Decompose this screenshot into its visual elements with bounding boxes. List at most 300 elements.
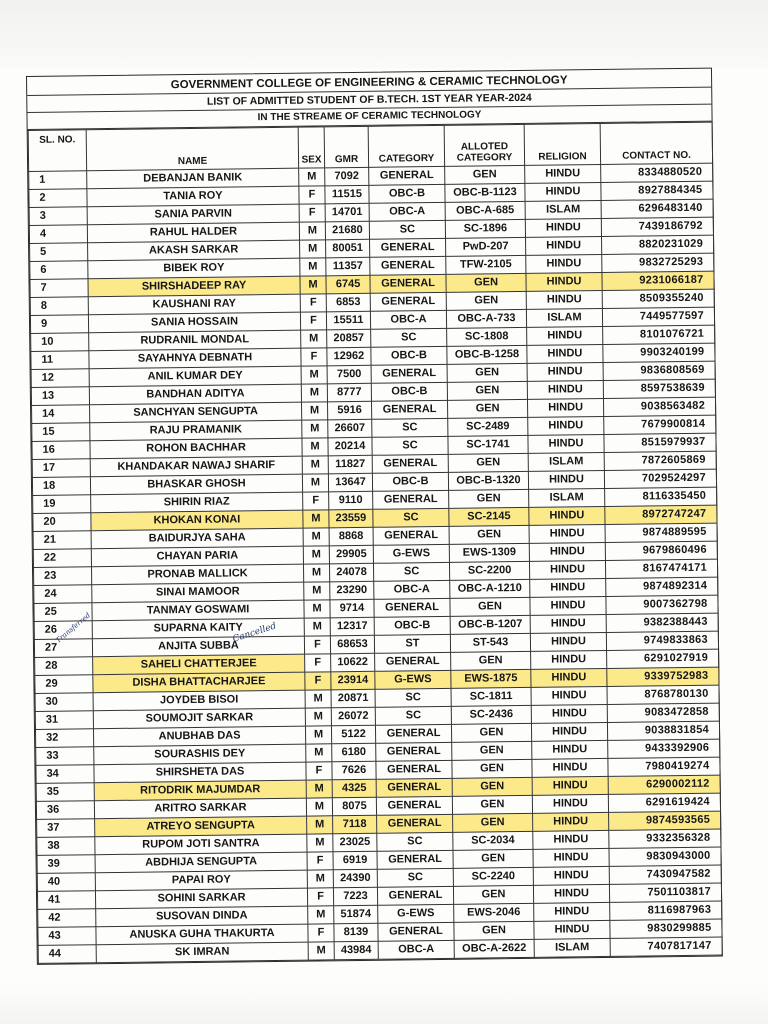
cell-name: KHANDAKAR NAWAJ SHARIF [90, 456, 302, 477]
cell-category: GENERAL [370, 274, 446, 293]
cell-sex: F [305, 654, 331, 672]
cell-alloted: GEN [447, 363, 527, 382]
cell-religion: HINDU [531, 686, 607, 705]
cell-religion: HINDU [531, 704, 607, 723]
cell-category: OBC-A [374, 580, 450, 599]
cell-gmr: 26072 [331, 707, 375, 726]
cell-contact: 8509355240 [602, 289, 714, 308]
cell-category: GENERAL [373, 490, 449, 509]
cell-gmr: 12962 [327, 347, 371, 366]
cell-sex: F [308, 924, 334, 942]
cell-sex: M [301, 330, 327, 348]
cell-name: SINAI MAMOOR [92, 582, 304, 603]
cell-contact: 9830943000 [609, 847, 721, 866]
cell-alloted: OBC-B-1320 [448, 471, 528, 490]
cell-religion: HINDU [530, 614, 606, 633]
cell-category: SC [373, 562, 449, 581]
cell-sex: F [306, 762, 332, 780]
cell-religion: HINDU [526, 272, 602, 291]
cell-contact: 7872605869 [604, 451, 716, 470]
cell-name: ABDHIJA SENGUPTA [95, 852, 307, 873]
cell-sl: 1 [29, 171, 87, 190]
cell-gmr: 5916 [328, 401, 372, 420]
students-table [28, 122, 723, 964]
cell-name: SANIA HOSSAIN [88, 312, 300, 333]
cell-contact: 8515979937 [604, 433, 716, 452]
cell-sex: M [307, 834, 333, 852]
cell-gmr: 51874 [334, 905, 378, 924]
cell-gmr: 4325 [332, 779, 376, 798]
cell-name: TANMAY GOSWAMI [92, 600, 304, 621]
cell-name: BHASKAR GHOSH [90, 474, 302, 495]
cell-religion: HINDU [527, 398, 603, 417]
cell-sl: 32 [35, 729, 93, 748]
cell-name: SANCHYAN SENGUPTA [90, 402, 302, 423]
cell-sl: 4 [29, 225, 87, 244]
cell-gmr: 23559 [329, 509, 373, 528]
cell-name: RAJU PRAMANIK [90, 420, 302, 441]
cell-sl: 24 [34, 585, 92, 604]
cell-sl: 15 [32, 423, 90, 442]
cell-alloted: GEN [446, 291, 526, 310]
cell-religion: ISLAM [529, 488, 605, 507]
cell-alloted: GEN [448, 453, 528, 472]
transfer-note: Transferred [54, 611, 92, 645]
cell-religion: HINDU [525, 182, 601, 201]
cell-gmr: 6853 [326, 293, 370, 312]
cell-alloted: OBC-A-1210 [450, 579, 530, 598]
cell-religion: HINDU [529, 524, 605, 543]
cell-sl: 37 [37, 819, 95, 838]
cell-gmr: 26607 [328, 419, 372, 438]
cell-sl: 27 [34, 639, 92, 658]
cell-alloted: GEN [447, 381, 527, 400]
cell-name: DEBANJAN BANIK [87, 168, 299, 189]
cell-sex: F [300, 312, 326, 330]
cell-gmr: 6745 [326, 275, 370, 294]
cell-name: ROHON BACHHAR [90, 438, 302, 459]
cell-sl: 5 [30, 243, 88, 262]
cell-alloted: EWS-2046 [454, 903, 534, 922]
cell-gmr: 7500 [327, 365, 371, 384]
cell-gmr: 14701 [325, 203, 369, 222]
cell-sl: 26 [34, 621, 92, 640]
cell-gmr: 23914 [331, 671, 375, 690]
cell-name: ATREYO SENGUPTA [95, 816, 307, 837]
cell-contact: 7430947582 [609, 865, 721, 884]
cell-sl: 21 [33, 531, 91, 550]
cell-name: BIBEK ROY [88, 258, 300, 279]
cell-contact: 9832725293 [602, 253, 714, 272]
cell-alloted: OBC-A-2622 [454, 939, 534, 958]
cell-contact: 9339752983 [607, 667, 719, 686]
cell-gmr: 7626 [332, 761, 376, 780]
cell-contact: 9332356328 [609, 829, 721, 848]
cell-gmr: 20214 [328, 437, 372, 456]
cell-sl: 30 [35, 693, 93, 712]
cell-religion: HINDU [533, 884, 609, 903]
cell-contact: 9038831854 [607, 721, 719, 740]
cell-religion: ISLAM [525, 200, 601, 219]
cell-name: ANUBHAB DAS [93, 726, 305, 747]
cell-sl: 14 [32, 405, 90, 424]
cell-contact: 7029524297 [604, 469, 716, 488]
cell-category: GENERAL [375, 652, 451, 671]
cell-gmr: 68653 [330, 635, 374, 654]
cell-gmr: 10622 [331, 653, 375, 672]
cell-alloted: GEN [449, 489, 529, 508]
cell-name: BANDHAN ADITYA [89, 384, 301, 405]
cell-contact: 8334880520 [601, 163, 713, 182]
cell-name: SK IMRAN [96, 942, 308, 963]
cell-religion: HINDU [526, 254, 602, 273]
cell-alloted: GEN [452, 759, 532, 778]
table-body [29, 163, 723, 963]
cell-religion: HINDU [525, 218, 601, 237]
list-title: LIST OF ADMITTED STUDENT OF B.TECH. 1ST YEAR YEAR-2024 [27, 88, 711, 113]
col-gmr: GMR [324, 126, 368, 168]
cell-category: SC [377, 832, 453, 851]
cell-religion: HINDU [534, 902, 610, 921]
cell-gmr: 7092 [325, 167, 369, 186]
cell-contact: 6291619424 [608, 793, 720, 812]
stream-title: IN THE STREAME OF CERAMIC TECHNOLOGY [27, 105, 711, 130]
cell-contact: 8167474171 [605, 559, 717, 578]
cell-sex: M [305, 708, 331, 726]
cell-religion: HINDU [529, 506, 605, 525]
cell-alloted: GEN [454, 921, 534, 940]
cell-religion: HINDU [527, 344, 603, 363]
cell-alloted: OBC-B-1207 [450, 615, 530, 634]
cell-alloted: GEN [447, 399, 527, 418]
cell-sl: 8 [30, 297, 88, 316]
cell-alloted: OBC-A-733 [446, 309, 526, 328]
cell-name: JOYDEB BISOI [93, 690, 305, 711]
cell-alloted: GEN [445, 165, 525, 184]
cell-alloted: OBC-B-1123 [445, 183, 525, 202]
cell-sl: 7 [30, 279, 88, 298]
cell-sl: 18 [32, 477, 90, 496]
cell-category: GENERAL [369, 166, 445, 185]
cell-contact: 9679860496 [605, 541, 717, 560]
cell-sl: 41 [37, 891, 95, 910]
cell-religion: HINDU [531, 722, 607, 741]
cell-name: SANIA PARVIN [87, 204, 299, 225]
cell-alloted: GEN [453, 885, 533, 904]
cell-contact: 8101076721 [603, 325, 715, 344]
cell-category: SC [373, 508, 449, 527]
cell-contact: 9038563482 [603, 397, 715, 416]
cell-alloted: SC-1741 [448, 435, 528, 454]
cell-religion: HINDU [534, 920, 610, 939]
cell-category: GENERAL [376, 760, 452, 779]
cell-sex: F [299, 186, 325, 204]
cell-name: BAIDURJYA SAHA [91, 528, 303, 549]
cell-religion: HINDU [530, 596, 606, 615]
cell-sl: 9 [30, 315, 88, 334]
cell-contact: 8820231029 [602, 235, 714, 254]
cell-contact: 9749833863 [606, 631, 718, 650]
cell-category: SC [375, 688, 451, 707]
cell-religion: ISLAM [526, 308, 602, 327]
cell-contact: 7449577597 [602, 307, 714, 326]
cell-alloted: SC-2200 [449, 561, 529, 580]
cell-alloted: SC-2145 [449, 507, 529, 526]
cell-sex: M [306, 798, 332, 816]
cell-name: RAHUL HALDER [87, 222, 299, 243]
cell-gmr: 29905 [329, 545, 373, 564]
cell-category: OBC-A [378, 940, 454, 959]
cell-alloted: SC-2240 [453, 867, 533, 886]
cell-alloted: GEN [452, 741, 532, 760]
cell-category: ST [374, 634, 450, 653]
cell-gmr: 11357 [326, 257, 370, 276]
cell-category: SC [377, 868, 453, 887]
cell-name: SOUMOJIT SARKAR [93, 708, 305, 729]
cell-category: OBC-B [369, 184, 445, 203]
cell-contact: 9874889595 [605, 523, 717, 542]
cell-sl: 31 [35, 711, 93, 730]
cell-sex: M [304, 618, 330, 636]
col-religion: RELIGION [524, 123, 600, 165]
cell-category: G-EWS [378, 904, 454, 923]
cell-name: SOHINI SARKAR [95, 888, 307, 909]
cell-contact: 9083472858 [607, 703, 719, 722]
cell-gmr: 20871 [331, 689, 375, 708]
cell-name: SAHELI CHATTERJEE [93, 654, 305, 675]
cell-category: GENERAL [370, 256, 446, 275]
cell-alloted: ST-543 [450, 633, 530, 652]
cell-sex: M [299, 222, 325, 240]
cell-sl: 13 [31, 387, 89, 406]
cell-category: SC [375, 706, 451, 725]
cell-religion: HINDU [526, 290, 602, 309]
cell-category: OBC-B [374, 616, 450, 635]
cell-religion: HINDU [530, 578, 606, 597]
cell-sex: M [303, 528, 329, 546]
cell-gmr: 11515 [325, 185, 369, 204]
cell-alloted: EWS-1875 [451, 669, 531, 688]
cell-category: GENERAL [373, 526, 449, 545]
cell-sl: 20 [33, 513, 91, 532]
cell-gmr: 43984 [334, 941, 378, 960]
cell-sex: M [308, 906, 334, 924]
cell-name: ANJITA SUBBA [92, 636, 304, 657]
cell-gmr: 13647 [328, 473, 372, 492]
cell-name: RITODRIK MAJUMDAR [94, 780, 306, 801]
cell-religion: HINDU [532, 776, 608, 795]
cell-category: OBC-A [370, 310, 446, 329]
cell-name: KHOKAN KONAI [91, 510, 303, 531]
cell-contact: 9830299885 [610, 919, 722, 938]
cell-sex: M [306, 780, 332, 798]
cell-name: PAPAI ROY [95, 870, 307, 891]
cell-category: OBC-B [372, 472, 448, 491]
cell-alloted: SC-2489 [448, 417, 528, 436]
cell-alloted: TFW-2105 [446, 255, 526, 274]
col-contact: CONTACT NO. [600, 122, 712, 164]
cell-name: AKASH SARKAR [88, 240, 300, 261]
cell-name: SHIRIN RIAZ [91, 492, 303, 513]
cell-sex: M [301, 366, 327, 384]
cell-category: GENERAL [376, 742, 452, 761]
cell-name: TANIA ROY [87, 186, 299, 207]
cell-gmr: 15511 [326, 311, 370, 330]
cell-sex: F [304, 636, 330, 654]
col-sl: SL. NO. [28, 130, 86, 172]
cell-sl: 42 [38, 909, 96, 928]
cell-contact: 9836808569 [603, 361, 715, 380]
cell-contact: 8597538639 [603, 379, 715, 398]
cell-category: G-EWS [373, 544, 449, 563]
cell-contact: 9382388443 [606, 613, 718, 632]
cell-contact: 8116335450 [605, 487, 717, 506]
cell-name: SHIRSHADEEP RAY [88, 276, 300, 297]
cell-contact: 9874892314 [606, 577, 718, 596]
cell-religion: HINDU [528, 470, 604, 489]
cell-contact: 6290002112 [608, 775, 720, 794]
cell-category: OBC-A [369, 202, 445, 221]
cell-alloted: GEN [453, 813, 533, 832]
cell-name: ARITRO SARKAR [94, 798, 306, 819]
cell-sex: M [308, 942, 334, 960]
cell-sl: 25 [34, 603, 92, 622]
cell-sl: 40 [37, 873, 95, 892]
cell-sl: 22 [33, 549, 91, 568]
cell-contact: 9433392906 [608, 739, 720, 758]
cell-religion: HINDU [529, 560, 605, 579]
cell-category: SC [371, 328, 447, 347]
cell-sex: M [302, 438, 328, 456]
cell-sex: F [307, 852, 333, 870]
cell-religion: HINDU [526, 236, 602, 255]
cell-religion: HINDU [527, 362, 603, 381]
cell-religion: HINDU [525, 164, 601, 183]
cell-religion: HINDU [532, 758, 608, 777]
cell-sex: M [299, 168, 325, 186]
cell-name: RUPOM JOTI SANTRA [95, 834, 307, 855]
cell-name: ANUSKA GUHA THAKURTA [96, 924, 308, 945]
cell-gmr: 23025 [333, 833, 377, 852]
admission-list-sheet [26, 68, 723, 965]
cell-sex: M [306, 744, 332, 762]
cell-category: GENERAL [378, 922, 454, 941]
cell-alloted: GEN [452, 795, 532, 814]
cell-alloted: GEN [449, 525, 529, 544]
cell-sex: M [303, 510, 329, 528]
cell-category: GENERAL [377, 886, 453, 905]
cell-contact: 8927884345 [601, 181, 713, 200]
cell-alloted: SC-1896 [445, 219, 525, 238]
cell-gmr: 80051 [326, 239, 370, 258]
cell-sl: 12 [31, 369, 89, 388]
cell-sex: M [304, 600, 330, 618]
cell-contact: 8768780130 [607, 685, 719, 704]
cell-category: GENERAL [370, 238, 446, 257]
cell-category: OBC-B [371, 382, 447, 401]
cell-contact: 8116987963 [610, 901, 722, 920]
cell-gmr: 6919 [333, 851, 377, 870]
cell-religion: HINDU [530, 632, 606, 651]
cell-gmr: 23290 [330, 581, 374, 600]
cell-category: GENERAL [372, 400, 448, 419]
cell-sl: 28 [35, 657, 93, 676]
cell-religion: HINDU [528, 416, 604, 435]
cell-sl: 33 [36, 747, 94, 766]
cell-alloted: GEN [451, 651, 531, 670]
cell-sex: M [303, 546, 329, 564]
cell-contact: 7407817147 [610, 937, 722, 956]
cell-alloted: GEN [446, 273, 526, 292]
cell-religion: HINDU [531, 650, 607, 669]
cell-category: GENERAL [377, 850, 453, 869]
cell-sl: 17 [32, 459, 90, 478]
cell-contact: 9007362798 [606, 595, 718, 614]
cell-sl: 44 [38, 945, 96, 964]
cell-religion: HINDU [527, 380, 603, 399]
cell-sex: M [300, 258, 326, 276]
col-alloted: ALLOTED CATEGORY [444, 124, 524, 166]
cell-sex: M [300, 240, 326, 258]
col-sex: SEX [298, 127, 324, 168]
cell-alloted: GEN [450, 597, 530, 616]
cell-religion: HINDU [532, 740, 608, 759]
cell-alloted: SC-2034 [453, 831, 533, 850]
cell-category: GENERAL [372, 454, 448, 473]
cell-name: SHIRSHETA DAS [94, 762, 306, 783]
cell-gmr: 7118 [333, 815, 377, 834]
cell-sex: F [305, 672, 331, 690]
cell-sl: 34 [36, 765, 94, 784]
cell-gmr: 5122 [331, 725, 375, 744]
cell-gmr: 11827 [328, 455, 372, 474]
cell-alloted: GEN [451, 723, 531, 742]
cell-alloted: SC-1811 [451, 687, 531, 706]
cancelled-note: Cancelled [231, 621, 278, 645]
col-name: NAME [86, 127, 298, 171]
cell-alloted: OBC-B-1258 [447, 345, 527, 364]
cell-name: DISHA BHATTACHARJEE [93, 672, 305, 693]
cell-gmr: 9714 [330, 599, 374, 618]
cell-sex: M [302, 420, 328, 438]
cell-sl: 23 [34, 567, 92, 586]
cell-sex: M [302, 402, 328, 420]
cell-sl: 10 [31, 333, 89, 352]
cell-alloted: SC-2436 [451, 705, 531, 724]
cell-sex: F [301, 348, 327, 366]
cell-contact: 8972747247 [605, 505, 717, 524]
cell-religion: HINDU [528, 434, 604, 453]
cell-contact: 6296483140 [601, 199, 713, 218]
scan-bottom-shadow [0, 984, 768, 1024]
cell-alloted: EWS-1309 [449, 543, 529, 562]
cell-contact: 7439186792 [601, 217, 713, 236]
cell-sex: F [307, 888, 333, 906]
cell-name: CHAYAN PARIA [91, 546, 303, 567]
cell-religion: HINDU [531, 668, 607, 687]
cell-sl: 36 [36, 801, 94, 820]
cell-religion: HINDU [529, 542, 605, 561]
cell-category: OBC-B [371, 346, 447, 365]
cell-sl: 38 [37, 837, 95, 856]
cell-name: SOURASHIS DEY [94, 744, 306, 765]
cell-religion: HINDU [527, 326, 603, 345]
college-title: GOVERNMENT COLLEGE OF ENGINEERING & CERAMIC TECHNOLOGY [27, 69, 711, 96]
cell-sex: M [307, 816, 333, 834]
cell-sex: F [303, 492, 329, 510]
cell-category: GENERAL [376, 778, 452, 797]
cell-sex: F [300, 294, 326, 312]
